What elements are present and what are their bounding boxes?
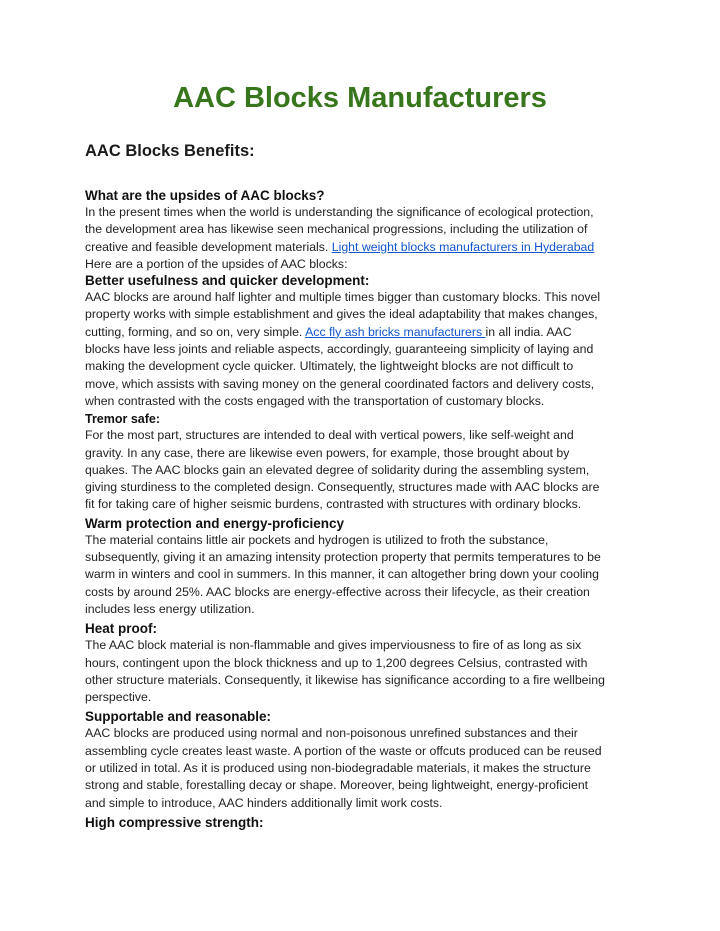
document-body (85, 188, 641, 831)
paragraph-line: other structure materials. Consequently, it likewise has significance according to a fire wellbeing (85, 672, 605, 687)
paragraph-line: The material contains little air pockets and hydrogen is utilized to froth the substance, (85, 532, 549, 547)
paragraph-line: For the most part, structures are intended to deal with vertical powers, like self-weight and (85, 428, 574, 443)
paragraph-line: property works with simple establishment and gives the ideal adaptability that makes changes, (85, 307, 598, 322)
paragraph-line: giving sturdiness to the completed design. Consequently, structures made with AAC blocks are (85, 480, 600, 495)
document-subtitle: AAC Blocks Benefits: (85, 142, 255, 160)
paragraph-line: when contrasted with the costs engaged with the transportation of customary blocks. (85, 393, 545, 408)
paragraph-line: subsequently, giving it an amazing intensity protection property that permits temperatures to be (85, 550, 601, 565)
paragraph-line: The AAC block material is non-flammable and gives imperviousness to fire of as long as six (85, 638, 582, 653)
section-paragraph (85, 532, 641, 618)
paragraph-line: the development area has likewise seen mechanical progressions, including the utilization of (85, 222, 588, 237)
paragraph-line: perspective. (85, 690, 152, 705)
paragraph-line: and simple to introduce, AAC hinders additionally limit work costs. (85, 795, 443, 810)
paragraph-text: creative and feasible development materials. (85, 239, 332, 254)
document-title: AAC Blocks Manufacturers (173, 82, 547, 114)
section-paragraph (85, 289, 641, 410)
paragraph-line: move, which assists with saving money on the general coordinated factors and delivery costs, (85, 376, 595, 391)
paragraph-line: fit for taking care of higher seismic burdens, contrasted with structures with ordinary blocks. (85, 497, 582, 512)
paragraph-line: Here are a portion of the upsides of AAC blocks: (85, 256, 348, 271)
paragraph-line: making the development cycle quicker. Ultimately, the lightweight blocks are not difficult to (85, 359, 574, 374)
section-heading: Supportable and reasonable: (85, 709, 272, 725)
paragraph-line: In the present times when the world is understanding the significance of ecological protection, (85, 205, 594, 219)
section-upsides (85, 188, 641, 273)
paragraph-line (85, 324, 641, 341)
paragraph-line: gravity. In any case, there are likewise even powers, for example, those brought about by (85, 445, 570, 460)
paragraph-line (85, 239, 641, 256)
section-heading: Better usefulness and quicker development: (85, 273, 370, 289)
section-heading: Warm protection and energy-proficiency (85, 515, 345, 531)
section-heading: Heat proof: (85, 621, 157, 637)
section-usefulness (85, 273, 641, 410)
section-heat-proof (85, 621, 641, 706)
paragraph-line: blocks have less joints and reliable aspects, accordingly, guaranteeing simplicity of laying and (85, 342, 594, 357)
section-warm-protection (85, 516, 641, 618)
paragraph-line: AAC blocks are around half lighter and multiple times bigger than customary blocks. This novel (85, 290, 601, 305)
paragraph-line: warm in winters and cool in summers. In this manner, it can altogether bring down your cooling (85, 567, 599, 582)
paragraph-text: cutting, forming, and so on, very simple. (85, 324, 306, 339)
section-paragraph (85, 725, 641, 811)
section-paragraph (85, 427, 641, 513)
paragraph-line: AAC blocks are produced using normal and non-poisonous unrefined substances and their (85, 726, 578, 741)
section-heading: What are the upsides of AAC blocks? (85, 188, 325, 203)
section-heading: Tremor safe: (85, 412, 161, 427)
section-tremor (85, 412, 641, 513)
paragraph-line: hours, contingent upon the block thickness and up to 1,200 degrees Celsius, contrasted with (85, 655, 588, 670)
section-paragraph (85, 637, 641, 706)
paragraph-text: in all india. AAC (485, 324, 572, 339)
section-heading: High compressive strength: (85, 814, 264, 830)
paragraph-line: costs by around 25%. AAC blocks are energy-effective across their lifecycle, as their creation (85, 584, 590, 599)
paragraph-line: strong and stable, forestalling decay or shape. Moreover, being lightweight, energy-proficient (85, 778, 589, 793)
paragraph-line: includes less energy utilization. (85, 601, 255, 616)
paragraph-line: assembling cycle creates least waste. A portion of the waste or offcuts produced can be reused (85, 743, 602, 758)
section-paragraph (85, 204, 641, 273)
hyderabad-manufacturers-link[interactable]: Light weight blocks manufacturers in Hyderabad (331, 239, 595, 254)
fly-ash-bricks-link[interactable]: Acc fly ash bricks manufacturers (305, 324, 486, 339)
section-supportable (85, 709, 641, 811)
paragraph-line: quakes. The AAC blocks gain an elevated degree of solidarity during the assembling system, (85, 462, 590, 477)
section-compressive-strength (85, 815, 641, 831)
paragraph-line: or utilized in total. As it is produced using non-biodegradable materials, it makes the structure (85, 761, 591, 776)
